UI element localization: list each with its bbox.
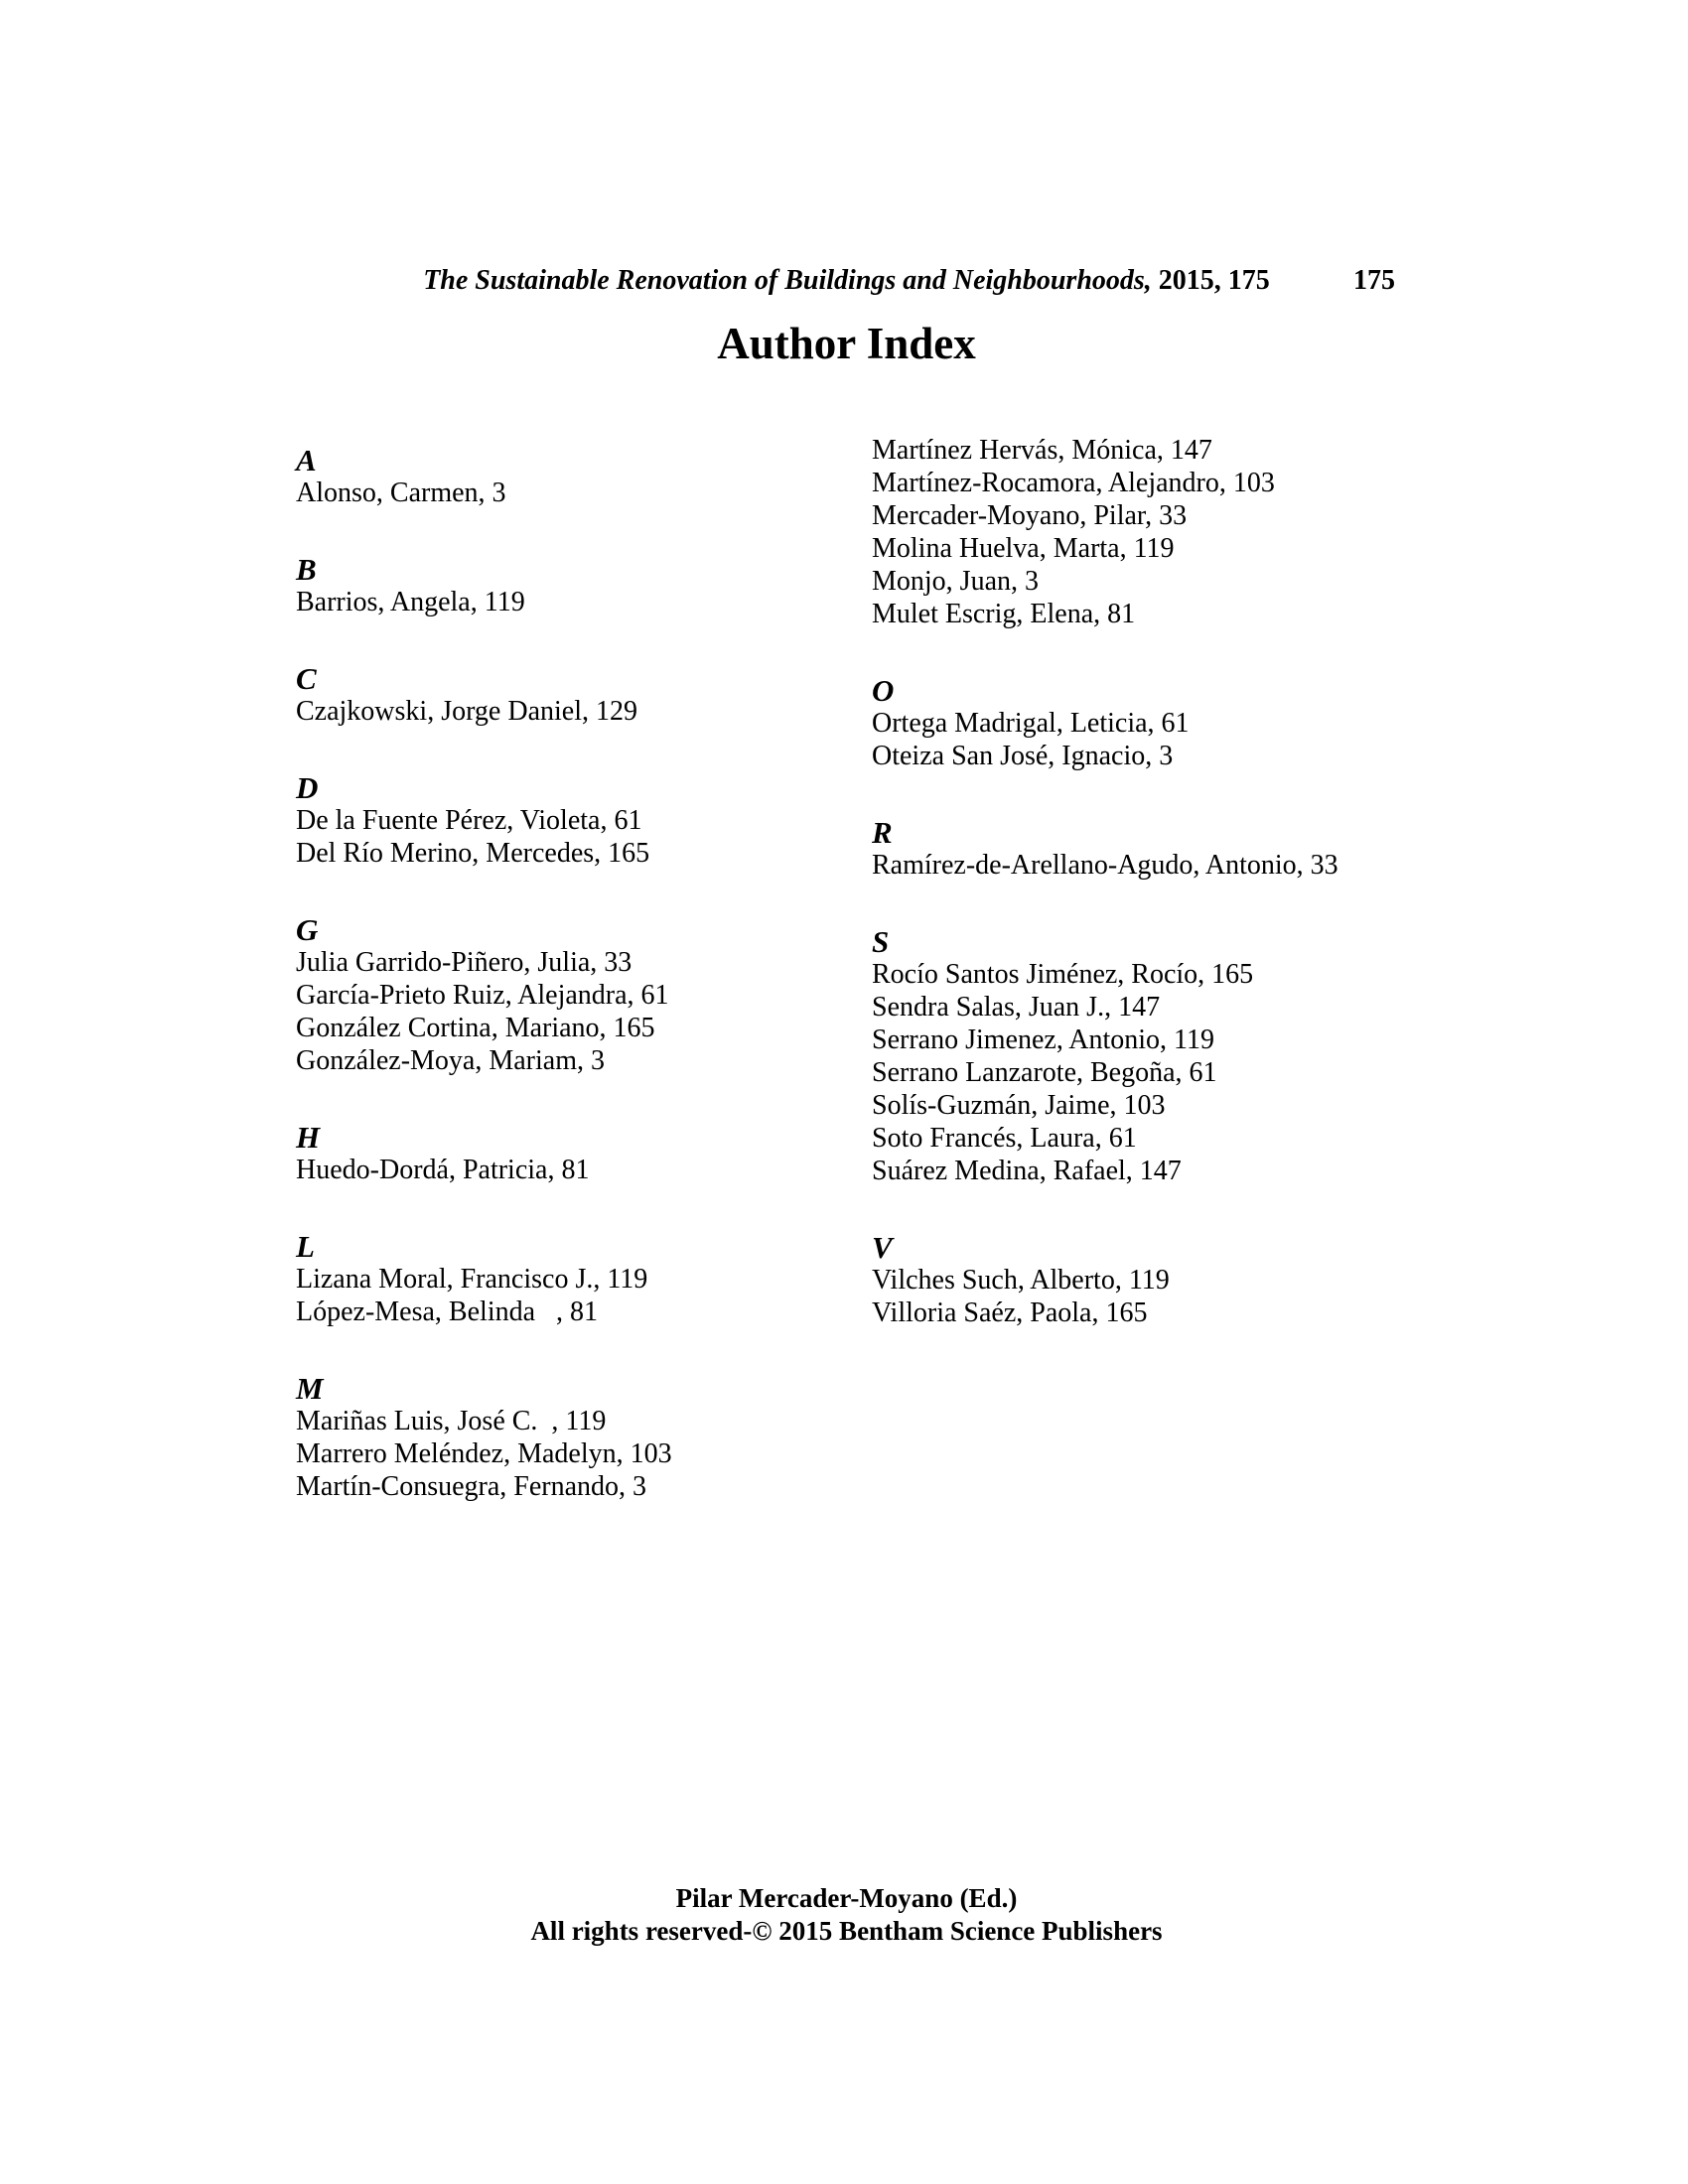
section-letter: M xyxy=(296,1371,324,1406)
index-entry: Julia Garrido-Piñero, Julia, 33 xyxy=(296,947,633,978)
index-entry: Rocío Santos Jiménez, Rocío, 165 xyxy=(872,959,1254,990)
footer-copyright: All rights reserved-© 2015 Bentham Science Publishers xyxy=(530,1916,1163,1946)
index-entry: Huedo-Dordá, Patricia, 81 xyxy=(296,1155,590,1185)
index-section xyxy=(296,1121,867,1186)
index-entry: Ortega Madrigal, Leticia, 61 xyxy=(872,708,1190,739)
index-section xyxy=(296,913,867,1077)
index-section xyxy=(872,816,1443,882)
book-volume-page: 2015, 175 xyxy=(1158,265,1270,296)
index-entry: Alonso, Carmen, 3 xyxy=(296,478,506,508)
index-entry: Martínez Hervás, Mónica, 147 xyxy=(872,435,1212,466)
book-title: The Sustainable Renovation of Buildings and Neighbourhoods, xyxy=(423,265,1159,296)
index-entry: Suárez Medina, Rafael, 147 xyxy=(872,1156,1182,1186)
section-letter: R xyxy=(872,815,893,850)
index-entry: López-Mesa, Belinda , 81 xyxy=(296,1297,599,1327)
page-footer xyxy=(298,1882,1395,1948)
index-entry: Martín-Consuegra, Fernando, 3 xyxy=(296,1471,647,1502)
index-section xyxy=(296,1372,867,1503)
index-section xyxy=(296,771,867,870)
index-section xyxy=(296,1230,867,1328)
section-letter: C xyxy=(296,661,317,696)
index-section xyxy=(296,662,867,728)
section-letter: L xyxy=(296,1229,315,1264)
section-letter: G xyxy=(296,912,319,947)
section-letter: B xyxy=(296,552,317,587)
index-section xyxy=(872,434,1443,630)
footer-editor: Pilar Mercader-Moyano (Ed.) xyxy=(675,1883,1018,1913)
index-entry: Mulet Escrig, Elena, 81 xyxy=(872,599,1136,629)
index-entry: Mariñas Luis, José C. , 119 xyxy=(296,1406,607,1436)
index-section xyxy=(872,674,1443,772)
section-letter: D xyxy=(296,770,319,805)
index-column-right xyxy=(872,434,1443,1329)
index-entry: Monjo, Juan, 3 xyxy=(872,566,1039,597)
index-entry: González Cortina, Mariano, 165 xyxy=(296,1013,655,1043)
index-section xyxy=(296,553,867,618)
index-entry: Barrios, Angela, 119 xyxy=(296,587,525,617)
index-entry: González-Moya, Mariam, 3 xyxy=(296,1045,605,1076)
index-entry: Marrero Meléndez, Madelyn, 103 xyxy=(296,1438,672,1469)
index-section xyxy=(872,1231,1443,1329)
index-entry: Martínez-Rocamora, Alejandro, 103 xyxy=(872,468,1275,498)
index-entry: Solís-Guzmán, Jaime, 103 xyxy=(872,1090,1166,1121)
section-letter: V xyxy=(872,1230,893,1265)
index-entry: Serrano Jimenez, Antonio, 119 xyxy=(872,1024,1215,1055)
section-letter: O xyxy=(872,673,895,708)
index-entry: Villoria Saéz, Paola, 165 xyxy=(872,1297,1148,1328)
index-entry: Sendra Salas, Juan J., 147 xyxy=(872,992,1161,1023)
page-title: Author Index xyxy=(717,319,976,368)
section-letter: S xyxy=(872,924,890,959)
index-entry: Soto Francés, Laura, 61 xyxy=(872,1123,1137,1154)
index-section xyxy=(872,925,1443,1187)
section-letter: H xyxy=(296,1120,321,1155)
index-entry: Lizana Moral, Francisco J., 119 xyxy=(296,1264,648,1295)
index-entry: Czajkowski, Jorge Daniel, 129 xyxy=(296,696,637,727)
index-entry: Vilches Such, Alberto, 119 xyxy=(872,1265,1170,1296)
index-entry: García-Prieto Ruiz, Alejandra, 61 xyxy=(296,980,669,1011)
index-section xyxy=(296,444,867,509)
index-entry: Oteiza San José, Ignacio, 3 xyxy=(872,741,1174,771)
section-letter: A xyxy=(296,443,317,478)
index-entry: Ramírez-de-Arellano-Agudo, Antonio, 33 xyxy=(872,850,1338,881)
page-number: 175 xyxy=(1353,265,1395,296)
index-entry: De la Fuente Pérez, Violeta, 61 xyxy=(296,805,642,836)
index-column-left xyxy=(296,434,867,1503)
index-entry: Del Río Merino, Mercedes, 165 xyxy=(296,838,650,869)
index-entry: Mercader-Moyano, Pilar, 33 xyxy=(872,500,1188,531)
index-entry: Molina Huelva, Marta, 119 xyxy=(872,533,1175,564)
index-entry: Serrano Lanzarote, Begoña, 61 xyxy=(872,1057,1217,1088)
